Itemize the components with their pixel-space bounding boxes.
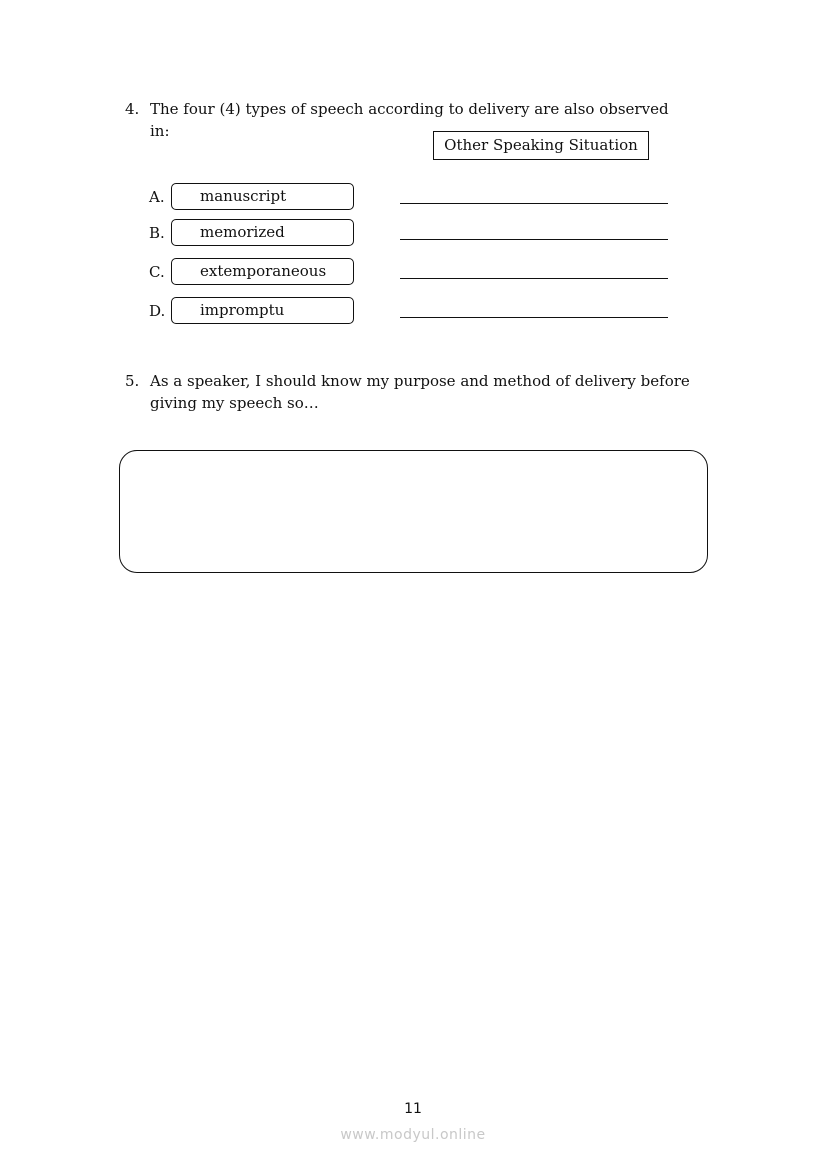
speech-type-box: impromptu — [171, 297, 354, 324]
speech-type-box: memorized — [171, 219, 354, 246]
page-number: 11 — [404, 1101, 422, 1117]
column-header-other-speaking-situation: Other Speaking Situation — [433, 131, 649, 160]
question-5 — [125, 370, 705, 418]
list-item-a — [149, 183, 679, 211]
question-text — [150, 370, 710, 414]
item-letter: B. — [149, 224, 165, 242]
item-letter: D. — [149, 302, 166, 320]
list-item-d — [149, 297, 679, 325]
question-text: The four (4) types of speech according to delivery are also observed in: — [150, 100, 669, 140]
answer-blank[interactable] — [400, 317, 668, 318]
watermark: www.modyul.online — [340, 1127, 486, 1143]
speech-type-box: extemporaneous — [171, 258, 354, 285]
question-4 — [125, 98, 685, 140]
question-text-line-1: As a speaker, I should know my purpose and method of delivery before — [150, 372, 690, 390]
answer-blank[interactable] — [400, 203, 668, 204]
speech-type-box: manuscript — [171, 183, 354, 210]
answer-box[interactable] — [119, 450, 708, 573]
item-letter: A. — [149, 188, 165, 206]
item-letter: C. — [149, 263, 165, 281]
answer-blank[interactable] — [400, 278, 668, 279]
question-number: 5. — [125, 372, 140, 390]
question-text-line-2: giving my speech so… — [150, 394, 319, 412]
list-item-c — [149, 258, 679, 286]
list-item-b — [149, 219, 679, 247]
question-number: 4. — [125, 100, 140, 118]
answer-blank[interactable] — [400, 239, 668, 240]
